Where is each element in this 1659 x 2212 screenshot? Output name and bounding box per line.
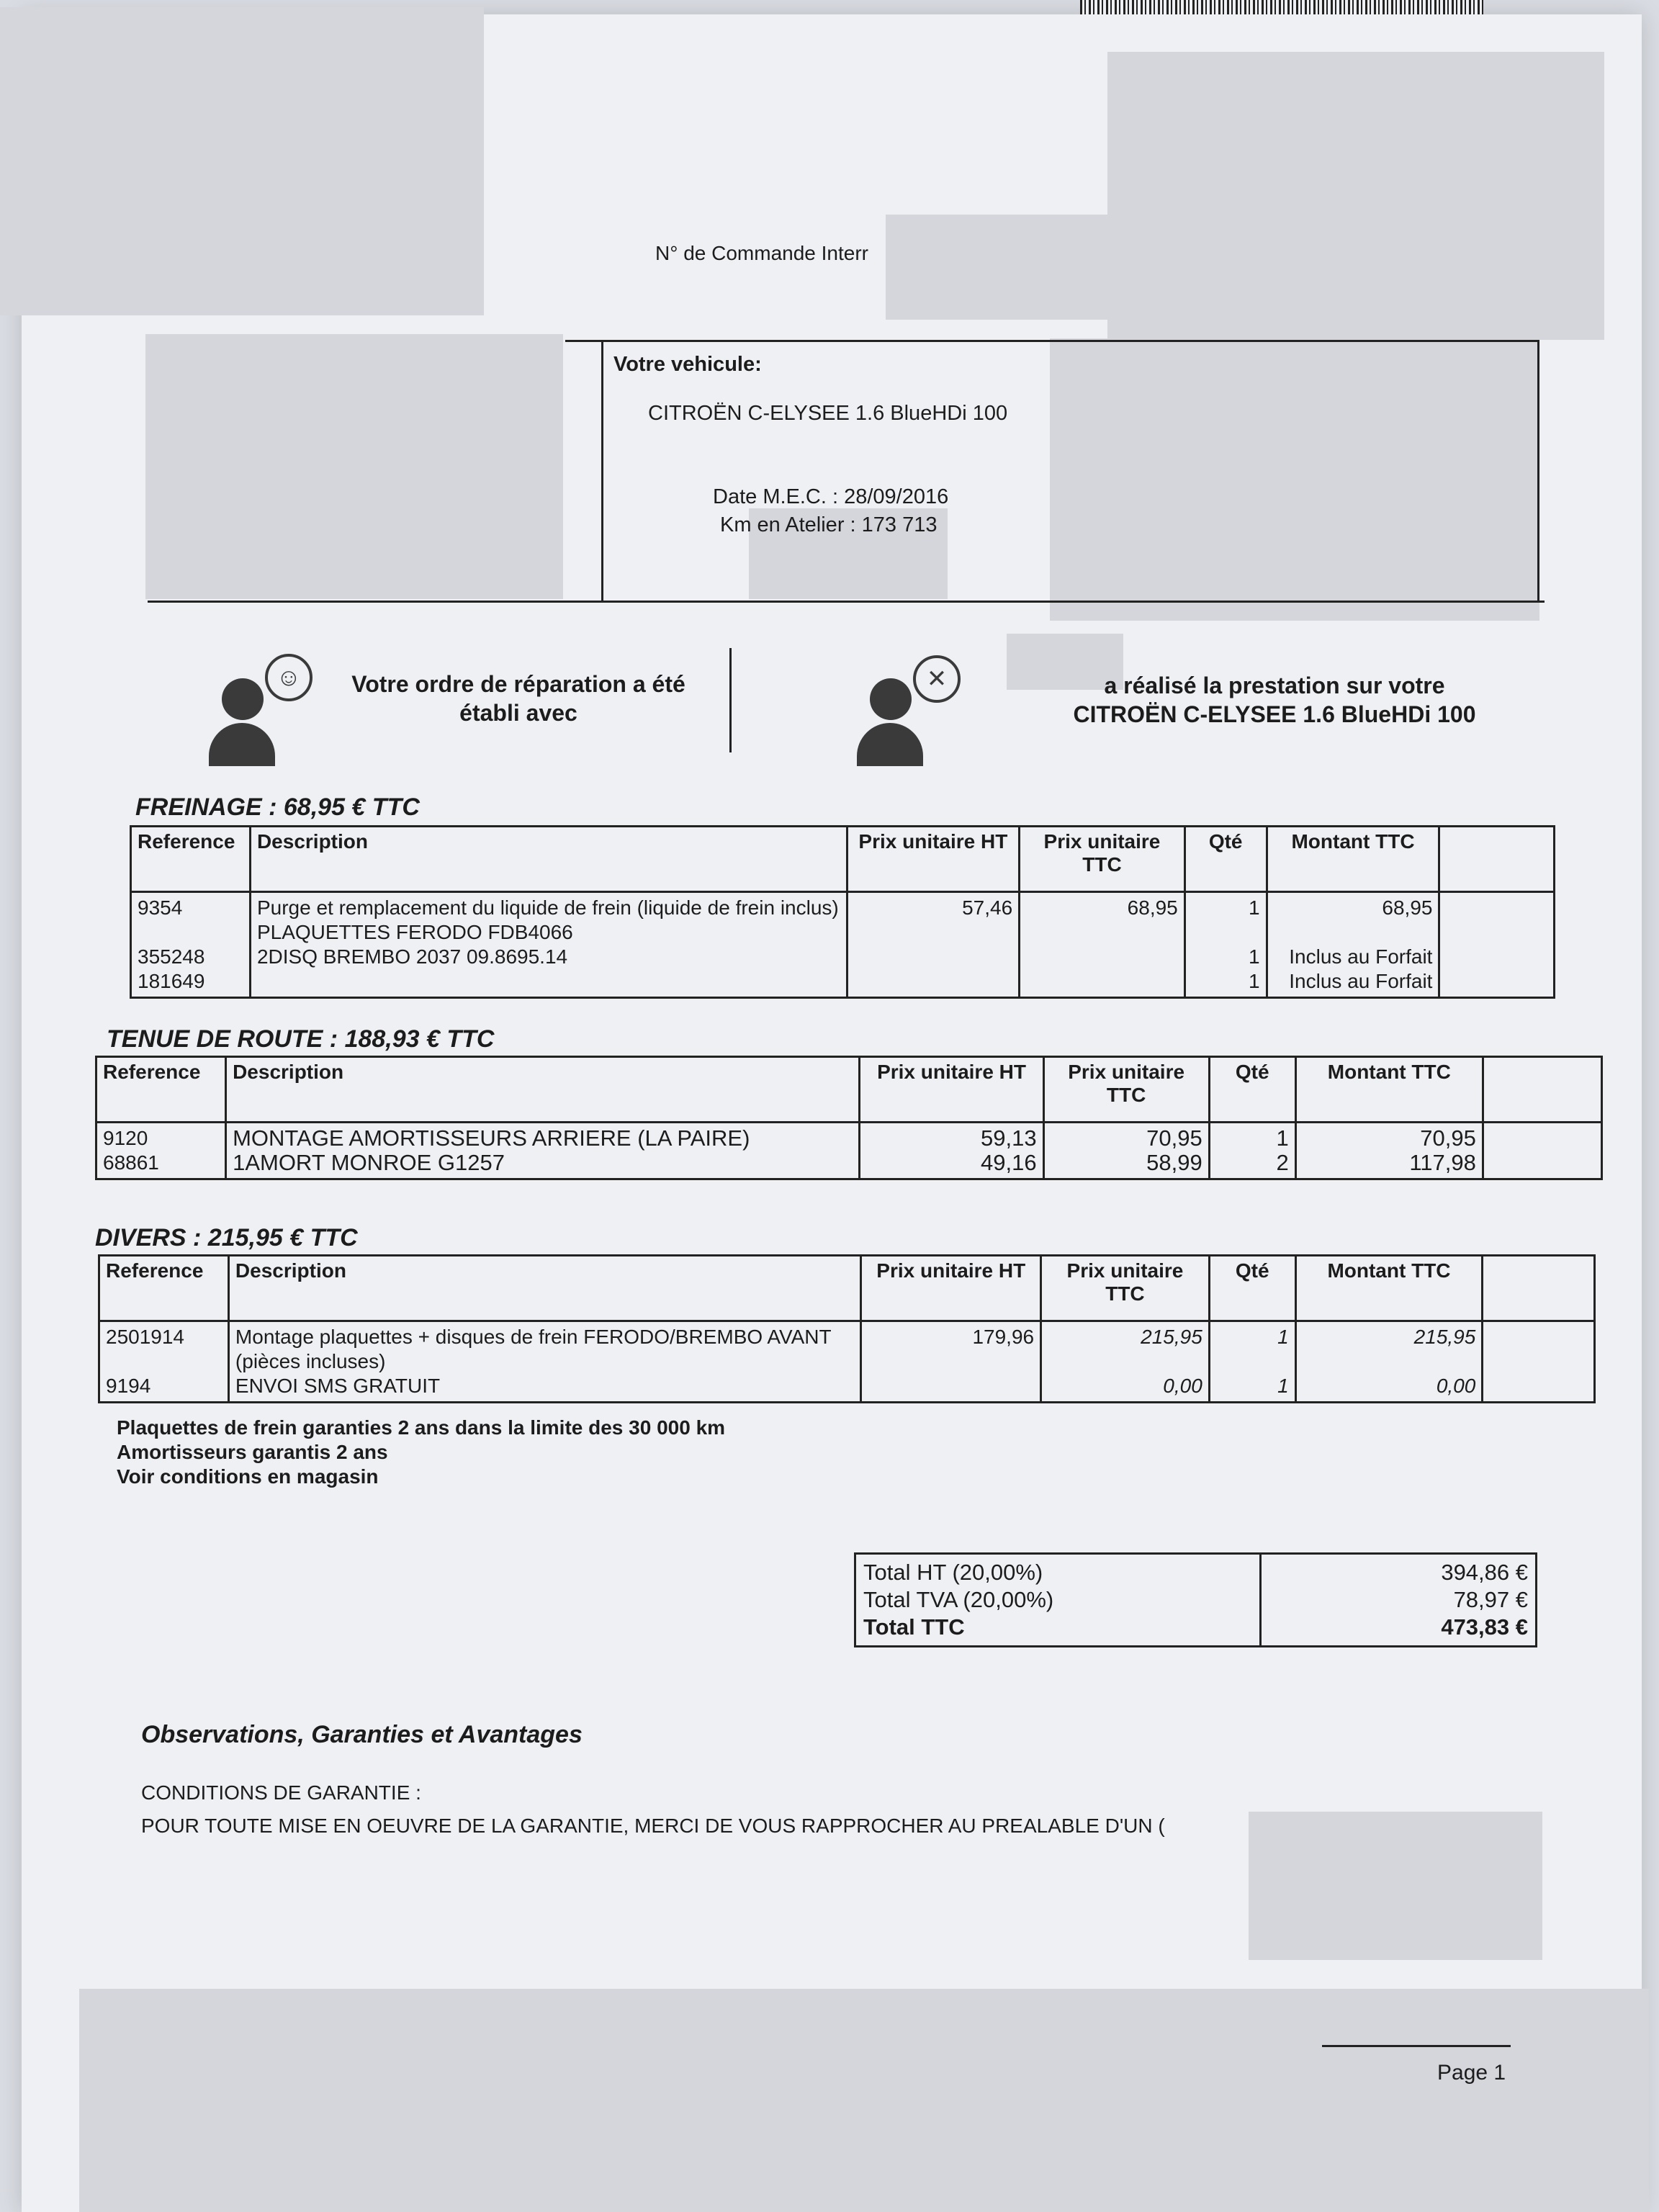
cell-empty bbox=[1483, 1123, 1601, 1179]
cell-reference bbox=[131, 892, 251, 998]
redacted-block-order-number bbox=[886, 215, 1116, 320]
row-montant: Inclus au Forfait bbox=[1289, 945, 1433, 968]
row-pu-ttc: 215,95 bbox=[1141, 1326, 1202, 1348]
row-ref: 9194 bbox=[106, 1375, 151, 1397]
col-description: Description bbox=[228, 1256, 861, 1321]
cell-pu-ttc bbox=[1020, 892, 1185, 998]
cell-reference bbox=[96, 1123, 226, 1179]
col-montant: Montant TTC bbox=[1295, 1057, 1483, 1123]
row-ref: 68861 bbox=[103, 1151, 159, 1174]
redacted-block-shop bbox=[145, 334, 563, 599]
total-tva-label: Total TVA (20,00%) bbox=[863, 1587, 1054, 1612]
table-divers bbox=[98, 1254, 1596, 1403]
row-montant: 70,95 bbox=[1420, 1125, 1476, 1151]
row-pu-ttc: 70,95 bbox=[1146, 1125, 1202, 1151]
col-description: Description bbox=[250, 827, 847, 892]
col-reference: Reference bbox=[96, 1057, 226, 1123]
note-line: Voir conditions en magasin bbox=[117, 1465, 379, 1488]
row-ref: 181649 bbox=[138, 970, 205, 992]
vehicle-model: CITROËN C-ELYSEE 1.6 BlueHDi 100 bbox=[648, 402, 1008, 425]
warranty-notes bbox=[117, 1416, 725, 1489]
intro-left-text: Votre ordre de réparation a été établi avec bbox=[351, 671, 685, 726]
col-pu-ht: Prix unitaire HT bbox=[847, 827, 1020, 892]
cell-pu-ht bbox=[847, 892, 1020, 998]
row-qty: 1 bbox=[1276, 1125, 1289, 1151]
row-pu-ttc: 58,99 bbox=[1146, 1150, 1202, 1175]
row-ref: 2501914 bbox=[106, 1326, 185, 1348]
col-qty: Qté bbox=[1209, 1256, 1295, 1321]
row-qty: 1 bbox=[1248, 896, 1260, 919]
totals-table bbox=[854, 1552, 1537, 1647]
total-ttc-value: 473,83 € bbox=[1441, 1614, 1528, 1640]
total-ht-label: Total HT (20,00%) bbox=[863, 1560, 1043, 1585]
intro-separator bbox=[729, 648, 732, 752]
advisor-person-icon bbox=[209, 678, 274, 772]
col-montant: Montant TTC bbox=[1295, 1256, 1483, 1321]
col-pu-ttc: Prix unitaire TTC bbox=[1041, 1256, 1210, 1321]
row-pu-ht: 57,46 bbox=[962, 896, 1013, 919]
col-pu-ht: Prix unitaire HT bbox=[860, 1057, 1043, 1123]
intro-right-text bbox=[994, 671, 1555, 729]
conditions-text: POUR TOUTE MISE EN OEUVRE DE LA GARANTIE, MERCI DE VOUS RAPPROCHER AU PREALABLE D'UN ( bbox=[141, 1815, 1165, 1837]
vehicle-date-mec: Date M.E.C. : 28/09/2016 bbox=[713, 485, 949, 508]
row-qty: 2 bbox=[1276, 1150, 1289, 1175]
total-ht-value: 394,86 € bbox=[1441, 1560, 1528, 1585]
row-montant: 117,98 bbox=[1409, 1150, 1476, 1175]
cell-empty bbox=[1439, 892, 1555, 998]
cell-pu-ht bbox=[860, 1123, 1043, 1179]
col-pu-ttc: Prix unitaire TTC bbox=[1043, 1057, 1209, 1123]
table-header-row bbox=[99, 1256, 1595, 1321]
cell-pu-ttc bbox=[1041, 1321, 1210, 1403]
barcode bbox=[1080, 0, 1483, 14]
table-tenue-de-route bbox=[95, 1056, 1603, 1180]
col-description: Description bbox=[226, 1057, 860, 1123]
row-qty: 1 bbox=[1248, 945, 1260, 968]
total-tva-value: 78,97 € bbox=[1453, 1587, 1528, 1612]
tools-icon: ✕ bbox=[913, 655, 961, 703]
col-montant: Montant TTC bbox=[1267, 827, 1439, 892]
row-ref: 9354 bbox=[138, 896, 183, 919]
cell-reference bbox=[99, 1321, 229, 1403]
cell-empty bbox=[1483, 1321, 1595, 1403]
cell-montant bbox=[1295, 1321, 1483, 1403]
redacted-block-customer bbox=[1107, 52, 1604, 340]
col-reference: Reference bbox=[99, 1256, 229, 1321]
table-row bbox=[99, 1321, 1595, 1403]
row-montant: 215,95 bbox=[1413, 1326, 1476, 1348]
smiley-icon: ☺ bbox=[265, 654, 313, 701]
totals-row bbox=[855, 1554, 1537, 1647]
section-title-tenue: TENUE DE ROUTE : 188,93 € TTC bbox=[107, 1025, 495, 1053]
row-desc: 2DISQ BREMBO 2037 09.8695.14 bbox=[256, 945, 568, 968]
col-pu-ht: Prix unitaire HT bbox=[861, 1256, 1041, 1321]
col-empty bbox=[1483, 1057, 1601, 1123]
row-desc: Montage plaquettes + disques de frein FERODO/BREMBO AVANT (pièces incluses) bbox=[235, 1326, 832, 1372]
col-qty: Qté bbox=[1209, 1057, 1295, 1123]
vehicle-title: Votre vehicule: bbox=[613, 353, 762, 376]
row-ref: 9120 bbox=[103, 1127, 148, 1149]
observations-title: Observations, Garanties et Avantages bbox=[141, 1721, 583, 1748]
order-number-label: N° de Commande Interr bbox=[655, 242, 868, 264]
redacted-block-footer bbox=[79, 1989, 1649, 2212]
col-reference: Reference bbox=[131, 827, 251, 892]
cell-pu-ht bbox=[861, 1321, 1041, 1403]
row-qty: 1 bbox=[1248, 970, 1260, 992]
cell-qty bbox=[1209, 1123, 1295, 1179]
conditions-title: CONDITIONS DE GARANTIE : bbox=[141, 1781, 421, 1804]
row-pu-ht: 179,96 bbox=[972, 1326, 1035, 1348]
row-desc: Purge et remplacement du liquide de frein (liquide de frein inclus) bbox=[256, 896, 839, 919]
section-title-freinage: FREINAGE : 68,95 € TTC bbox=[135, 793, 420, 821]
cell-description bbox=[250, 892, 847, 998]
cell-montant bbox=[1295, 1123, 1483, 1179]
row-qty: 1 bbox=[1277, 1375, 1289, 1397]
table-freinage bbox=[130, 825, 1555, 999]
col-empty bbox=[1483, 1256, 1595, 1321]
row-montant: 0,00 bbox=[1436, 1375, 1476, 1397]
vehicle-box-divider bbox=[601, 342, 603, 601]
section-title-divers: DIVERS : 215,95 € TTC bbox=[95, 1224, 358, 1251]
intro-right-line2: CITROËN C-ELYSEE 1.6 BlueHDi 100 bbox=[1073, 701, 1476, 727]
row-qty: 1 bbox=[1277, 1326, 1289, 1348]
intro-right-line1: a réalisé la prestation sur votre bbox=[1104, 673, 1445, 698]
cell-description bbox=[226, 1123, 860, 1179]
note-line: Plaquettes de frein garanties 2 ans dans la limite des 30 000 km bbox=[117, 1416, 726, 1439]
row-montant: 68,95 bbox=[1382, 896, 1433, 919]
cell-pu-ttc bbox=[1043, 1123, 1209, 1179]
cell-qty bbox=[1209, 1321, 1295, 1403]
total-ttc-label: Total TTC bbox=[863, 1614, 965, 1640]
row-montant: Inclus au Forfait bbox=[1289, 970, 1433, 992]
table-header-row bbox=[131, 827, 1555, 892]
row-desc: ENVOI SMS GRATUIT bbox=[235, 1375, 441, 1397]
vehicle-box bbox=[565, 340, 1539, 601]
row-desc: MONTAGE AMORTISSEURS ARRIERE (LA PAIRE) bbox=[233, 1125, 750, 1151]
header-bottom-line bbox=[148, 601, 1545, 603]
table-row bbox=[131, 892, 1555, 998]
col-qty: Qté bbox=[1184, 827, 1267, 892]
cell-description bbox=[228, 1321, 861, 1403]
totals-labels bbox=[855, 1554, 1261, 1647]
table-header-row bbox=[96, 1057, 1602, 1123]
totals-values bbox=[1261, 1554, 1537, 1647]
vehicle-km: Km en Atelier : 173 713 bbox=[720, 513, 938, 536]
row-desc: 1AMORT MONROE G1257 bbox=[233, 1150, 505, 1175]
redacted-block-logo bbox=[0, 7, 484, 315]
mechanic-person-icon bbox=[857, 678, 922, 772]
row-pu-ttc: 68,95 bbox=[1127, 896, 1178, 919]
row-desc: PLAQUETTES FERODO FDB4066 bbox=[256, 921, 573, 943]
redacted-block-conditions bbox=[1249, 1812, 1542, 1960]
page-number: Page 1 bbox=[1437, 2061, 1506, 2085]
row-pu-ht: 59,13 bbox=[981, 1125, 1037, 1151]
page-rule bbox=[1322, 2045, 1511, 2047]
row-pu-ttc: 0,00 bbox=[1163, 1375, 1202, 1397]
row-pu-ht: 49,16 bbox=[981, 1150, 1037, 1175]
cell-qty bbox=[1184, 892, 1267, 998]
col-empty bbox=[1439, 827, 1555, 892]
col-pu-ttc: Prix unitaire TTC bbox=[1020, 827, 1185, 892]
table-row bbox=[96, 1123, 1602, 1179]
note-line: Amortisseurs garantis 2 ans bbox=[117, 1441, 388, 1463]
row-ref: 355248 bbox=[138, 945, 205, 968]
cell-montant bbox=[1267, 892, 1439, 998]
